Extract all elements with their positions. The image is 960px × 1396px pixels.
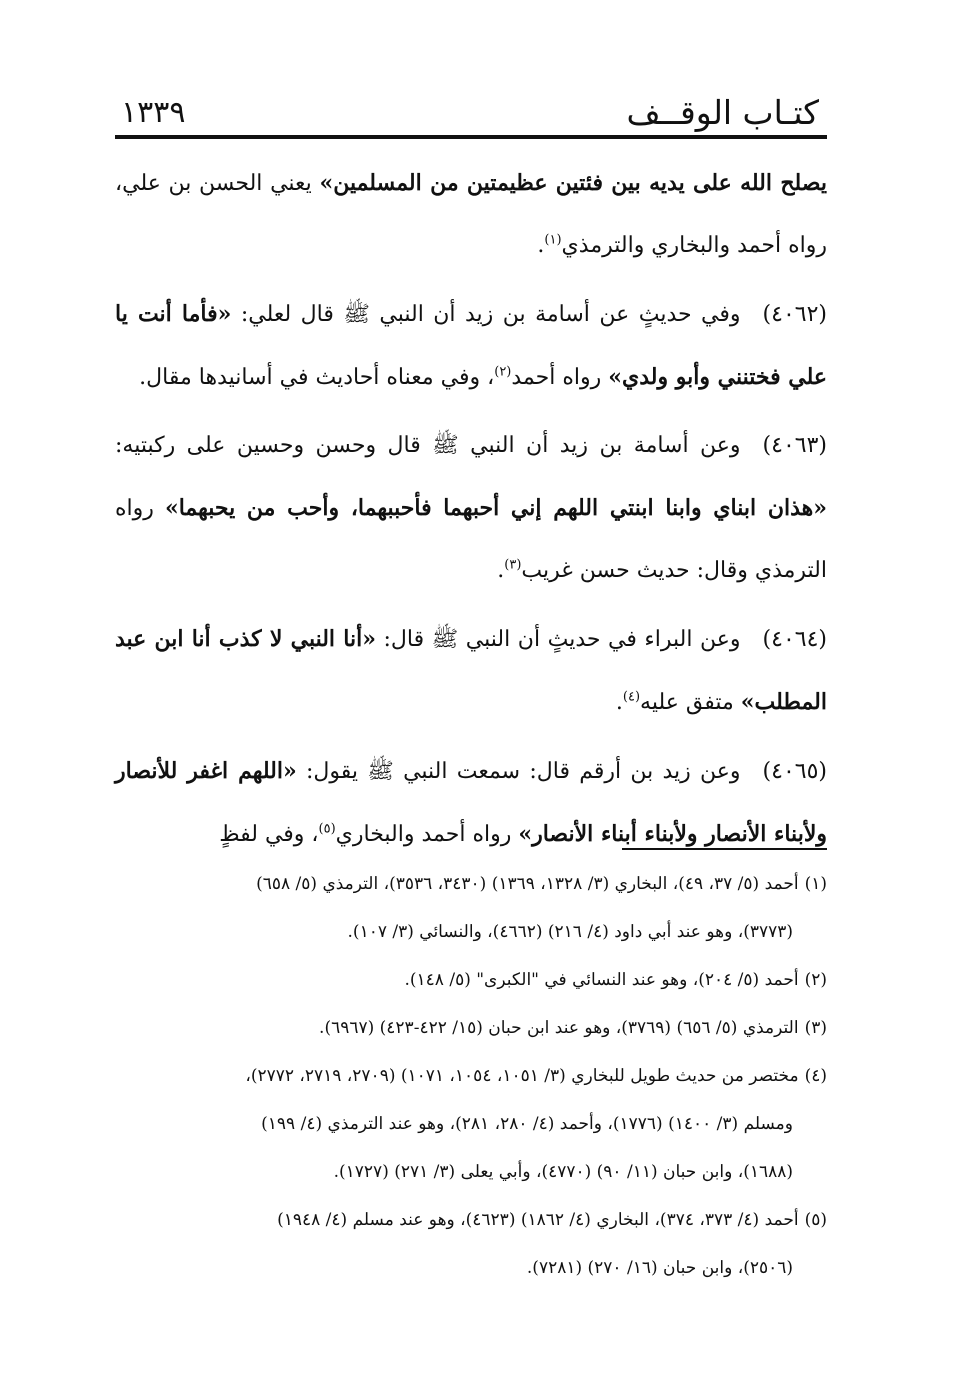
hadith-4062 bbox=[115, 283, 827, 409]
paragraph-text: يعني الحسن بن علي، رواه أحمد والبخاري والترمذي bbox=[115, 171, 827, 258]
footnote-text: (٢٥٠٦)، وابن حبان (١٦/ ٢٧٠) (٧٢٨١). bbox=[526, 1258, 793, 1278]
footnote-text: أحمد (٤/ ٣٧٣، ٣٧٤)، البخاري (٤/ ١٨٦٢) (٤٦٢٣)، وهو عند مسلم (٤/ ١٩٤٨) bbox=[277, 1210, 799, 1230]
paragraph-text: وعن زيد بن أرقم قال: سمعت النبي ﷺ يقول: bbox=[296, 759, 741, 784]
paragraph-end: . bbox=[537, 233, 545, 258]
footnote-number: (١) bbox=[804, 874, 827, 894]
footnote-5-continued bbox=[115, 1244, 827, 1292]
footnote-ref-3: (٣) bbox=[504, 557, 522, 573]
hadith-number: (٤٠٦٥) bbox=[762, 759, 827, 784]
footnote-text: مختصر من حديث طويل للبخاري (٣/ ١٠٥١، ١٠٥٤، ١٠٧١) (٢٧٠٩، ٢٧١٩، ٢٧٧٢)، bbox=[245, 1066, 799, 1086]
footnote-5 bbox=[115, 1196, 827, 1244]
hadith-quote: يصلح الله على يديه بين فئتين عظيمتين من المسلمين» bbox=[319, 170, 828, 196]
footnote-2 bbox=[115, 956, 827, 1004]
paragraph-text: ، وفي معناه أحاديث في أسانيدها مقال. bbox=[139, 365, 495, 390]
hadith-4064 bbox=[115, 608, 827, 734]
paragraph-end: . bbox=[497, 558, 505, 583]
footnote-number: (٥) bbox=[804, 1210, 827, 1230]
main-text bbox=[115, 152, 827, 872]
paragraph-text: وعن البراء في حديثٍ أن النبي ﷺ قال: bbox=[375, 627, 741, 652]
hadith-number: (٤٠٦٣) bbox=[762, 433, 827, 458]
footnote-text: (٣٧٧٣)، وهو عند أبي داود (٤/ ٢١٦) (٤٦٦٢)، والنسائي (٣/ ١٠٧). bbox=[347, 922, 793, 942]
footnote-3 bbox=[115, 1004, 827, 1052]
page-number: ١٣٣٩ bbox=[121, 95, 186, 130]
paragraph-text: وفي حديثٍ عن أسامة بن زيد أن النبي ﷺ قال لعلي: bbox=[231, 302, 741, 327]
paragraph-text: رواه أحمد bbox=[511, 365, 609, 390]
footnote-text: أحمد (٥/ ٢٠٤)، وهو عند النسائي في "الكبرى" (٥/ ١٤٨). bbox=[404, 970, 799, 990]
paragraph-text: رواه الترمذي وقال: حديث حسن غريب bbox=[115, 496, 827, 583]
footnote-number: (٤) bbox=[804, 1066, 827, 1086]
footnote-ref-2: (٢) bbox=[494, 364, 512, 380]
footnote-number: (٣) bbox=[804, 1018, 827, 1038]
paragraph-text: رواه أحمد والبخاري bbox=[335, 822, 519, 847]
header-rule bbox=[115, 135, 827, 139]
footnote-4-continued bbox=[115, 1148, 827, 1196]
hadith-number: (٤٠٦٢) bbox=[762, 302, 827, 327]
footnote-text: (١٦٨٨)، وابن حبان (١١/ ٩٠) (٤٧٧٠)، وأبي يعلى (٣/ ٢٧١) (١٧٢٧). bbox=[333, 1162, 793, 1182]
footnote-ref-4: (٤) bbox=[622, 689, 641, 705]
footnote-separator bbox=[622, 848, 827, 850]
paragraph-text: ، وفي لفظٍ bbox=[219, 822, 319, 847]
footnote-text: ومسلم (٣/ ١٤٠٠) (١٧٧٦)، وأحمد (٤/ ٢٨٠، ٢٨١)، وهو عند الترمذي (٤/ ١٩٩) bbox=[261, 1114, 793, 1134]
footnote-number: (٢) bbox=[804, 970, 827, 990]
footnote-1-continued bbox=[115, 908, 827, 956]
paragraph-text: متفق عليه bbox=[640, 690, 741, 715]
paragraph-end: . bbox=[615, 690, 623, 715]
footnote-4-continued bbox=[115, 1100, 827, 1148]
paragraph-continuation bbox=[115, 152, 827, 277]
hadith-quote: «فأما أنت يا علي فختنني وأبو ولدي» bbox=[115, 301, 827, 390]
hadith-4063 bbox=[115, 415, 827, 602]
hadith-quote: «هذان ابناي وابنا ابنتي اللهم إني أحبهما فأحببهما، وأحب من يحبهما» bbox=[164, 495, 827, 521]
footnote-1 bbox=[115, 860, 827, 908]
page-header bbox=[115, 92, 827, 134]
footnotes bbox=[115, 860, 827, 1292]
footnote-4 bbox=[115, 1052, 827, 1100]
running-title: كتـاب الوقــف bbox=[626, 93, 819, 132]
footnote-text: أحمد (٥/ ٣٧، ٤٩)، البخاري (٣/ ١٣٢٨، ١٣٦٩) (٣٤٣٠، ٣٥٣٦)، الترمذي (٥/ ٦٥٨) bbox=[256, 874, 799, 894]
hadith-quote: «اللهم اغفر للأنصار ولأبناء الأنصار ولأبناء أبناء الأنصار» bbox=[115, 758, 827, 847]
footnote-text: الترمذي (٥/ ٦٥٦) (٣٧٦٩)، وهو عند ابن حبان (١٥/ ٤٢٢-٤٢٣) (٦٩٦٧). bbox=[319, 1018, 799, 1038]
hadith-number: (٤٠٦٤) bbox=[762, 627, 827, 652]
paragraph-text: وعن أسامة بن زيد أن النبي ﷺ قال وحسن وحسين على ركبتيه: bbox=[115, 433, 741, 458]
footnote-ref-5: (٥) bbox=[318, 821, 336, 837]
footnote-ref-1: (١) bbox=[544, 232, 562, 248]
hadith-quote: «أنا النبي لا كذب أنا ابن عبد المطلب» bbox=[115, 626, 827, 715]
